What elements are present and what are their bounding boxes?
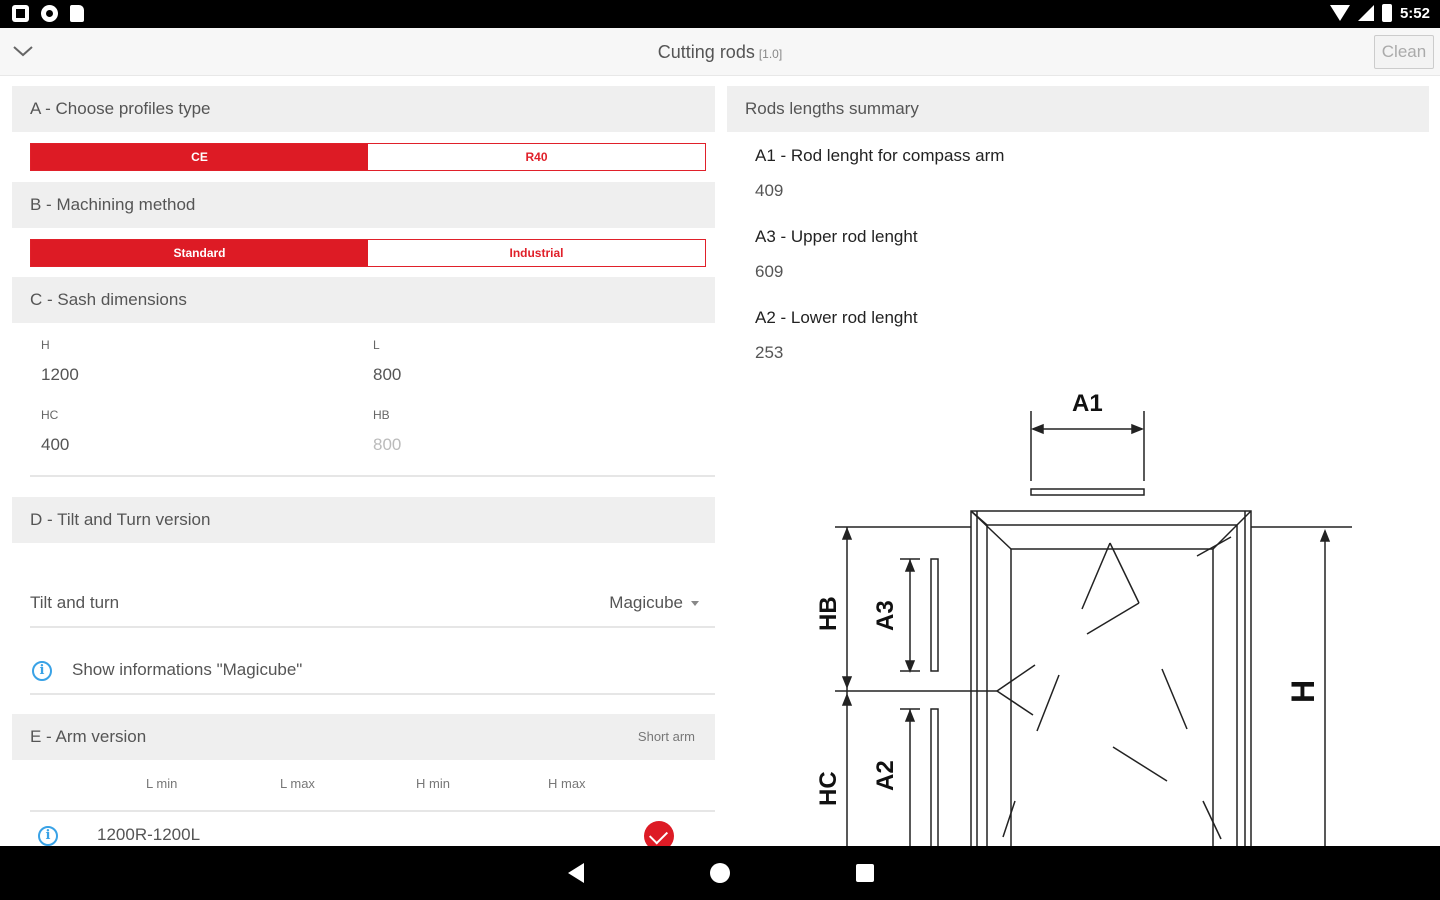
section-a-header: A - Choose profiles type — [12, 86, 715, 132]
page-version: [1.0] — [758, 47, 783, 61]
page-title-text: Cutting rods — [657, 42, 755, 62]
divider — [30, 810, 715, 812]
field-hb-value: 800 — [373, 435, 402, 454]
wifi-icon — [1330, 5, 1350, 21]
section-e-header — [12, 714, 715, 760]
diagram-label-a1: A1 — [1072, 390, 1103, 417]
field-l-value[interactable]: 800 — [373, 365, 402, 384]
divider — [30, 693, 715, 695]
clean-button[interactable]: Clean — [1374, 35, 1434, 69]
app-header — [0, 28, 1440, 76]
dropdown-arrow-icon — [691, 601, 699, 606]
sync-icon — [41, 5, 58, 22]
section-c-header: C - Sash dimensions — [12, 277, 715, 323]
notification-icon — [12, 5, 29, 22]
status-time: 5:52 — [1399, 4, 1430, 22]
summary-a3-label: A3 - Upper rod lenght — [755, 227, 918, 246]
recents-icon[interactable] — [856, 864, 874, 882]
section-b-header: B - Machining method — [12, 182, 715, 228]
section-e-title: E - Arm version — [30, 727, 147, 746]
info-icon[interactable]: i — [32, 661, 52, 681]
method-option-industrial[interactable]: Industrial — [509, 246, 564, 260]
home-icon[interactable] — [710, 863, 730, 883]
column-header-h-min: H min — [416, 776, 450, 791]
column-header-l-min: L min — [146, 776, 178, 791]
show-info-link[interactable]: Show informations "Magicube" — [72, 660, 303, 679]
profile-option-ce[interactable]: CE — [31, 144, 368, 170]
signal-icon — [1358, 5, 1374, 21]
check-icon[interactable] — [644, 821, 674, 846]
info-icon[interactable]: i — [38, 826, 58, 846]
profile-option-r40[interactable]: R40 — [525, 150, 548, 164]
divider — [30, 475, 715, 477]
window-rods-diagram — [807, 381, 1367, 846]
summary-a1-value: 409 — [755, 181, 784, 200]
method-option-standard[interactable]: Standard — [31, 240, 368, 266]
left-panel — [12, 86, 715, 846]
summary-a1-label: A1 - Rod lenght for compass arm — [755, 146, 1005, 165]
field-h-value[interactable]: 1200 — [41, 365, 79, 384]
section-d-header: D - Tilt and Turn version — [12, 497, 715, 543]
column-header-l-max: L max — [280, 776, 315, 791]
page-title — [0, 42, 1440, 63]
field-l-label: L — [373, 338, 380, 352]
status-icons-left — [12, 5, 84, 22]
diagram-label-hc: HC — [815, 771, 842, 806]
arm-row-name: 1200R-1200L — [97, 825, 201, 844]
field-hb-label: HB — [373, 408, 390, 422]
tilt-turn-dropdown[interactable] — [609, 593, 699, 613]
tilt-turn-value: Magicube — [609, 593, 683, 612]
sd-card-icon — [70, 5, 84, 22]
back-icon[interactable] — [568, 863, 584, 883]
field-h-label: H — [41, 338, 50, 352]
field-hc-label: HC — [41, 408, 59, 422]
diagram-label-a2: A2 — [872, 760, 899, 791]
summary-a2-label: A2 - Lower rod lenght — [755, 308, 918, 327]
machining-method-selector — [30, 239, 706, 267]
column-header-h-max: H max — [548, 776, 586, 791]
navigation-bar — [0, 846, 1440, 900]
diagram-label-a3: A3 — [872, 600, 899, 631]
tilt-turn-label: Tilt and turn — [30, 593, 120, 612]
divider — [30, 626, 715, 628]
arm-type-note: Short arm — [637, 729, 695, 744]
status-bar — [0, 0, 1440, 28]
summary-a3-value: 609 — [755, 262, 784, 281]
diagram-label-h: H — [1285, 679, 1321, 703]
battery-icon — [1382, 4, 1392, 22]
diagram-label-hb: HB — [815, 596, 842, 631]
summary-a2-value: 253 — [755, 343, 784, 362]
summary-header: Rods lengths summary — [727, 86, 1429, 132]
status-icons-right — [1330, 4, 1430, 22]
profiles-type-selector — [30, 143, 706, 171]
right-panel — [727, 86, 1429, 846]
field-hc-value[interactable]: 400 — [41, 435, 70, 454]
